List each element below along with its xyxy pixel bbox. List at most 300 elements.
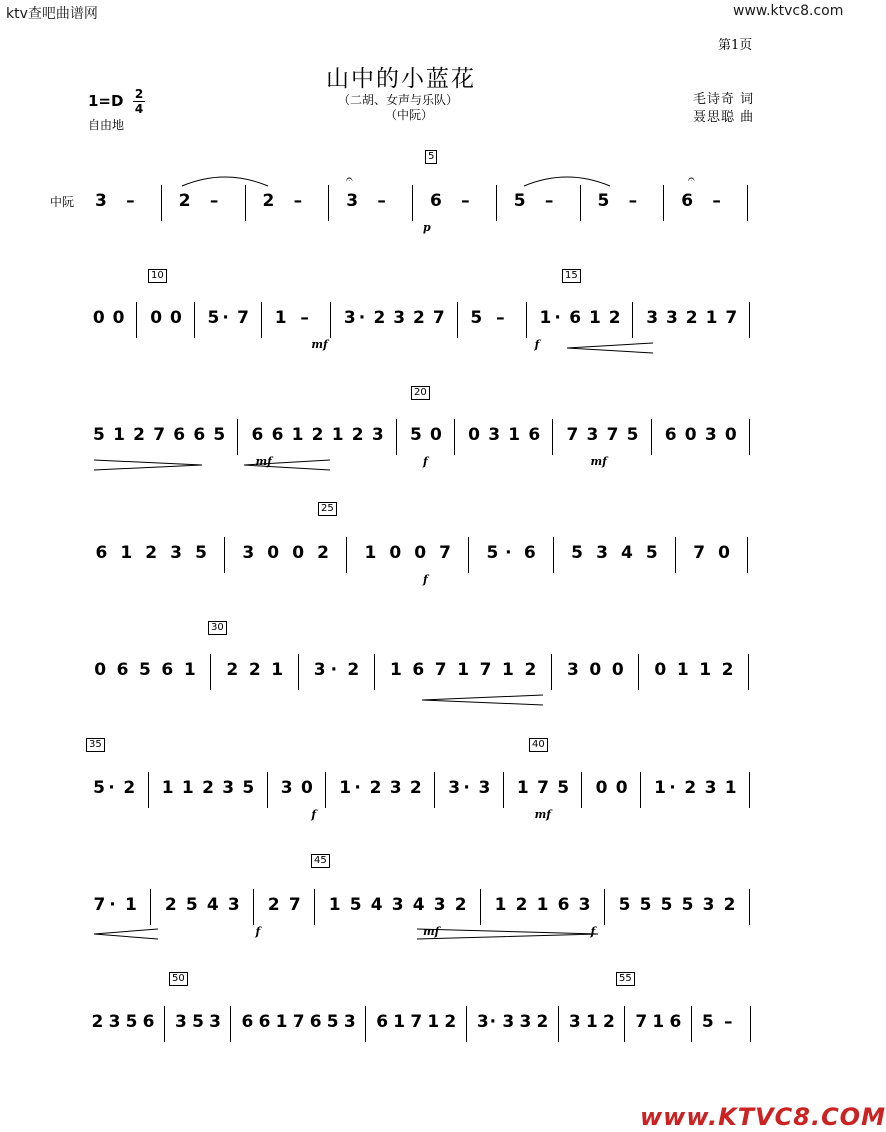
bar-line	[161, 185, 162, 221]
jianpu-note: 0	[724, 425, 737, 445]
measure-number: 15	[562, 269, 581, 283]
jianpu-note: 1	[502, 660, 514, 680]
extension-dash: –	[300, 308, 309, 328]
jianpu-note: 6	[664, 425, 677, 445]
bar-line	[632, 302, 633, 338]
bar-line	[552, 419, 553, 455]
bar-line	[749, 302, 750, 338]
jianpu-note: 5	[409, 425, 422, 445]
jianpu-note: 2	[608, 308, 621, 328]
jianpu-note: 2	[373, 308, 386, 328]
bar-line	[374, 654, 375, 690]
jianpu-note: 6	[271, 425, 284, 445]
jianpu-note: 7	[434, 660, 447, 680]
jianpu-note: 4	[370, 895, 383, 915]
jianpu-note: 1	[389, 660, 402, 680]
bar-line	[325, 772, 326, 808]
jianpu-note: 3	[646, 308, 659, 328]
jianpu-note: 3	[433, 895, 446, 915]
jianpu-note: 5	[195, 543, 207, 563]
jianpu-note: 1	[291, 425, 304, 445]
jianpu-note: 2	[444, 1012, 457, 1032]
jianpu-note: 0	[684, 425, 697, 445]
bar-line	[194, 302, 195, 338]
music-system-7	[86, 887, 766, 938]
jianpu-note: 0	[414, 543, 427, 563]
jianpu-note: 5	[139, 660, 151, 680]
jianpu-note: 3	[702, 895, 715, 915]
diminuendo-hairpin	[92, 459, 204, 471]
jianpu-note: 6	[116, 660, 129, 680]
bar-line	[558, 1006, 559, 1042]
jianpu-note: 1	[536, 895, 549, 915]
bar-line	[580, 185, 581, 221]
extension-dash: –	[293, 191, 303, 211]
measure-number: 20	[411, 386, 430, 400]
jianpu-note: 6	[669, 1012, 682, 1032]
jianpu-note: 6	[251, 425, 264, 445]
bar-line	[314, 889, 315, 925]
bar-line	[434, 772, 435, 808]
extension-dash: –	[377, 191, 386, 211]
key-signature: 1=D	[88, 92, 124, 110]
jianpu-note: 5	[192, 1012, 204, 1032]
extension-dash: –	[628, 191, 638, 211]
jianpu-note: 0	[150, 308, 163, 328]
jianpu-note: 7	[288, 895, 301, 915]
time-signature-top: 2	[134, 87, 144, 101]
augmentation-dot: ·	[463, 778, 470, 798]
jianpu-note: 1	[181, 778, 194, 798]
jianpu-note: 1	[339, 778, 352, 798]
jianpu-note: 2	[602, 1012, 615, 1032]
jianpu-note: 5	[326, 1012, 339, 1032]
augmentation-dot: ·	[554, 308, 561, 328]
jianpu-note: 6	[569, 308, 582, 328]
bar-line	[230, 1006, 231, 1042]
measure-number: 10	[148, 269, 167, 283]
jianpu-note: 2	[723, 895, 736, 915]
music-system-2	[86, 300, 766, 351]
jianpu-note: 2	[369, 778, 382, 798]
jianpu-note: 3	[94, 191, 107, 211]
jianpu-note: 5	[125, 1012, 138, 1032]
augmentation-dot: ·	[330, 660, 338, 680]
bar-line	[224, 537, 225, 573]
bar-line	[468, 537, 469, 573]
jianpu-note: 7	[537, 778, 549, 798]
bar-line	[396, 419, 397, 455]
jianpu-note: 2	[536, 1012, 549, 1032]
extension-dash: –	[496, 308, 505, 328]
jianpu-note: 7	[635, 1012, 648, 1032]
fermata-icon: 𝄐	[688, 172, 695, 186]
jianpu-note: 6	[523, 543, 536, 563]
crescendo-hairpin	[565, 342, 655, 354]
bar-line	[457, 302, 458, 338]
bar-line	[640, 772, 641, 808]
dynamic-marking: mf	[423, 925, 440, 938]
jianpu-note: 1	[125, 895, 137, 915]
jianpu-note: 3	[393, 308, 406, 328]
bar-line	[638, 654, 639, 690]
fermata-icon: 𝄐	[346, 172, 353, 186]
jianpu-note: 2	[721, 660, 734, 680]
music-system-6	[86, 770, 766, 821]
jianpu-note: 1	[705, 308, 718, 328]
jianpu-note: 2	[164, 895, 177, 915]
bar-line	[526, 302, 527, 338]
music-system-4	[86, 535, 766, 586]
jianpu-note: 3	[108, 1012, 121, 1032]
dynamic-marking: mf	[311, 338, 328, 351]
slur-mark	[180, 170, 270, 190]
jianpu-note: 5	[93, 778, 105, 798]
augmentation-dot: ·	[358, 308, 366, 328]
bar-line	[261, 302, 262, 338]
jianpu-note: 2	[684, 778, 697, 798]
jianpu-note: 0	[589, 660, 602, 680]
jianpu-note: 5	[185, 895, 198, 915]
jianpu-note: 1	[654, 778, 666, 798]
jianpu-note: 3	[209, 1012, 221, 1032]
augmentation-dot: ·	[109, 895, 116, 915]
instrument-name: 中阮	[50, 195, 75, 209]
jianpu-note: 7	[606, 425, 619, 445]
jianpu-note: 4	[620, 543, 633, 563]
bar-line	[328, 185, 329, 221]
augmentation-dot: ·	[505, 543, 512, 563]
jianpu-note: 2	[226, 660, 239, 680]
jianpu-note: 0	[112, 308, 125, 328]
measure-number: 45	[311, 854, 330, 868]
jianpu-note: 3	[170, 543, 183, 563]
jianpu-note: 5	[618, 895, 631, 915]
jianpu-note: 6	[193, 425, 206, 445]
composer-credit: 聂思聪 曲	[693, 110, 755, 125]
bar-line	[136, 302, 137, 338]
jianpu-note: 0	[611, 660, 624, 680]
jianpu-note: 1	[652, 1012, 665, 1032]
jianpu-note: 6	[95, 543, 108, 563]
dynamic-marking: f	[311, 808, 317, 821]
jianpu-note: 0	[169, 308, 182, 328]
jianpu-note: 0	[267, 543, 280, 563]
jianpu-note: 0	[430, 425, 442, 445]
augmentation-dot: ·	[669, 778, 676, 798]
bar-line	[553, 537, 554, 573]
bar-line	[480, 889, 481, 925]
jianpu-note: 2	[267, 895, 280, 915]
jianpu-note: 5	[470, 308, 483, 328]
measure-number: 35	[86, 738, 105, 752]
jianpu-note: 7	[93, 895, 106, 915]
jianpu-note: 5	[660, 895, 673, 915]
jianpu-note: 2	[413, 308, 425, 328]
bar-line	[747, 537, 748, 573]
bar-line	[691, 1006, 692, 1042]
jianpu-note: 2	[524, 660, 537, 680]
jianpu-note: 1	[539, 308, 552, 328]
jianpu-note: 6	[241, 1012, 254, 1032]
jianpu-note: 3	[502, 1012, 515, 1032]
measure-number: 30	[208, 621, 227, 635]
bar-line	[245, 185, 246, 221]
jianpu-note: 1	[183, 660, 196, 680]
bar-line	[663, 185, 664, 221]
dynamic-marking: mf	[255, 455, 272, 468]
jianpu-note: 5	[626, 425, 639, 445]
jianpu-note: 2	[202, 778, 214, 798]
bar-line	[749, 419, 750, 455]
jianpu-note: 0	[468, 425, 480, 445]
jianpu-note: 1	[274, 308, 287, 328]
bar-line	[747, 185, 748, 221]
jianpu-note: 5	[213, 425, 226, 445]
jianpu-note: 6	[142, 1012, 155, 1032]
dynamic-marking: mf	[590, 455, 607, 468]
jianpu-note: 3	[666, 308, 678, 328]
dynamic-marking: f	[423, 455, 428, 468]
jianpu-note: 1	[331, 425, 344, 445]
jianpu-note: 3	[346, 191, 359, 211]
jianpu-note: 2	[351, 425, 364, 445]
watermark-url: www.KTVC8.COM	[640, 1103, 886, 1131]
jianpu-note: 2	[133, 425, 145, 445]
dynamic-marking: p	[423, 221, 431, 234]
jianpu-note: 7	[153, 425, 166, 445]
jianpu-note: 2	[123, 778, 136, 798]
jianpu-note: 5	[207, 308, 220, 328]
augmentation-dot: ·	[108, 778, 115, 798]
jianpu-note: 6	[376, 1012, 389, 1032]
jianpu-note: 5	[597, 191, 610, 211]
bar-line	[253, 889, 254, 925]
bar-line	[466, 1006, 467, 1042]
jianpu-note: 1	[271, 660, 284, 680]
jianpu-note: 5	[557, 778, 570, 798]
jianpu-note: 4	[206, 895, 219, 915]
jianpu-note: 1	[328, 895, 341, 915]
augmentation-dot: ·	[222, 308, 229, 328]
dynamic-marking: mf	[534, 808, 552, 821]
jianpu-note: 7	[410, 1012, 423, 1032]
jianpu-note: 5	[93, 425, 105, 445]
bar-line	[365, 1006, 366, 1042]
jianpu-note: 3	[476, 1012, 489, 1032]
bar-line	[675, 537, 676, 573]
bar-line	[412, 185, 413, 221]
jianpu-note: 5	[701, 1012, 714, 1032]
extension-dash: –	[126, 191, 135, 211]
jianpu-note: 3	[313, 660, 326, 680]
jianpu-note: 2	[262, 191, 275, 211]
jianpu-note: 5	[349, 895, 362, 915]
jianpu-note: 1	[161, 778, 174, 798]
jianpu-note: 3	[175, 1012, 187, 1032]
jianpu-note: 0	[94, 660, 107, 680]
jianpu-note: 1	[275, 1012, 288, 1032]
jianpu-note: 2	[685, 308, 698, 328]
jianpu-note: 5	[639, 895, 652, 915]
jianpu-note: 3	[478, 778, 491, 798]
jianpu-note: 7	[237, 308, 249, 328]
augmentation-dot: ·	[354, 778, 361, 798]
measure-number: 40	[529, 738, 548, 752]
jianpu-note: 1	[113, 425, 125, 445]
jianpu-note: 6	[429, 191, 442, 211]
bar-line	[551, 654, 552, 690]
jianpu-note: 2	[178, 191, 191, 211]
extension-dash: –	[724, 1012, 733, 1032]
crescendo-hairpin	[420, 694, 545, 706]
lyricist-credit: 毛诗奇 词	[693, 92, 755, 107]
extension-dash: –	[712, 191, 721, 211]
jianpu-note: 3	[371, 425, 384, 445]
jianpu-note: 2	[311, 425, 324, 445]
bar-line	[503, 772, 504, 808]
crescendo-hairpin	[242, 459, 332, 471]
jianpu-note: 6	[161, 660, 174, 680]
bar-line	[210, 654, 211, 690]
jianpu-note: 0	[292, 543, 305, 563]
song-title: 山中的小蓝花	[326, 66, 476, 92]
bar-line	[237, 419, 238, 455]
bar-line	[604, 889, 605, 925]
music-system-8	[86, 1004, 766, 1044]
jianpu-note: 3	[448, 778, 461, 798]
jianpu-note: 0	[654, 660, 667, 680]
jianpu-note: 1	[427, 1012, 440, 1032]
jianpu-note: 2	[145, 543, 158, 563]
jianpu-note: 6	[258, 1012, 271, 1032]
jianpu-note: 1	[676, 660, 689, 680]
jianpu-note: 3	[343, 308, 356, 328]
jianpu-note: 3	[488, 425, 501, 445]
diminuendo-hairpin	[415, 928, 600, 940]
jianpu-note: 2	[317, 543, 329, 563]
jianpu-note: 6	[173, 425, 186, 445]
jianpu-note: 3	[391, 895, 404, 915]
dynamic-marking: f	[423, 573, 428, 586]
bar-line	[164, 1006, 165, 1042]
extension-dash: –	[544, 191, 554, 211]
measure-number: 5	[425, 150, 437, 164]
jianpu-note: 7	[693, 543, 706, 563]
song-subtitle: （二胡、女声与乐队）	[338, 93, 459, 107]
bar-line	[267, 772, 268, 808]
bar-line	[330, 302, 331, 338]
jianpu-note: 7	[439, 543, 451, 563]
jianpu-note: 3	[343, 1012, 356, 1032]
bar-line	[298, 654, 299, 690]
bar-line	[150, 889, 151, 925]
jianpu-note: 7	[432, 308, 445, 328]
jianpu-note: 0	[389, 543, 402, 563]
jianpu-note: 5	[513, 191, 526, 211]
jianpu-note: 6	[412, 660, 425, 680]
jianpu-note: 1	[699, 660, 712, 680]
jianpu-note: 7	[292, 1012, 305, 1032]
jianpu-note: 3	[586, 425, 599, 445]
jianpu-note: 3	[567, 660, 579, 680]
jianpu-note: 0	[595, 778, 608, 798]
jianpu-note: 1	[724, 778, 737, 798]
jianpu-note: 5	[486, 543, 499, 563]
jianpu-note: 7	[479, 660, 492, 680]
jianpu-note: 6	[528, 425, 541, 445]
jianpu-note: 1	[516, 778, 529, 798]
extension-dash: –	[209, 191, 219, 211]
bar-line	[496, 185, 497, 221]
jianpu-note: 1	[588, 308, 601, 328]
jianpu-note: 1	[585, 1012, 598, 1032]
jianpu-note: 3	[578, 895, 591, 915]
time-signature-bottom: 4	[134, 102, 144, 116]
jianpu-note: 3	[389, 778, 402, 798]
jianpu-note: 2	[248, 660, 261, 680]
jianpu-note: 3	[704, 425, 717, 445]
jianpu-note: 3	[280, 778, 293, 798]
jianpu-note: 3	[596, 543, 608, 563]
jianpu-note: 1	[457, 660, 470, 680]
site-url-right: www.ktvc8.com	[733, 3, 844, 19]
jianpu-note: 5	[242, 778, 255, 798]
dynamic-marking: f	[534, 338, 540, 351]
jianpu-note: 2	[409, 778, 422, 798]
bar-line	[581, 772, 582, 808]
bar-line	[749, 889, 750, 925]
page-number: 第1页	[718, 38, 753, 53]
jianpu-note: 2	[347, 660, 360, 680]
measure-number: 55	[616, 972, 635, 986]
jianpu-note: 2	[91, 1012, 104, 1032]
measure-number: 25	[318, 502, 337, 516]
part-subtitle: （中阮）	[385, 108, 434, 122]
bar-line	[748, 654, 749, 690]
jianpu-note: 6	[681, 191, 694, 211]
jianpu-note: 0	[92, 308, 105, 328]
jianpu-note: 7	[725, 308, 738, 328]
bar-line	[749, 772, 750, 808]
time-signature	[133, 88, 145, 115]
crescendo-hairpin	[92, 928, 160, 940]
bar-line	[454, 419, 455, 455]
bar-line	[148, 772, 149, 808]
bar-line	[346, 537, 347, 573]
slur-mark	[522, 170, 612, 190]
jianpu-note: 3	[222, 778, 235, 798]
bar-line	[651, 419, 652, 455]
jianpu-note: 3	[519, 1012, 532, 1032]
jianpu-note: 0	[300, 778, 313, 798]
bar-line	[750, 1006, 751, 1042]
dynamic-marking: f	[590, 925, 596, 938]
jianpu-note: 5	[571, 543, 584, 563]
jianpu-note: 2	[515, 895, 528, 915]
jianpu-note: 1	[364, 543, 377, 563]
jianpu-note: 0	[615, 778, 628, 798]
jianpu-note: 6	[309, 1012, 322, 1032]
jianpu-note: 1	[508, 425, 521, 445]
tempo-marking: 自由地	[88, 118, 125, 132]
jianpu-note: 2	[454, 895, 467, 915]
jianpu-note: 3	[227, 895, 240, 915]
jianpu-note: 1	[494, 895, 507, 915]
jianpu-note: 3	[568, 1012, 581, 1032]
jianpu-note: 3	[704, 778, 717, 798]
jianpu-note: 5	[681, 895, 694, 915]
